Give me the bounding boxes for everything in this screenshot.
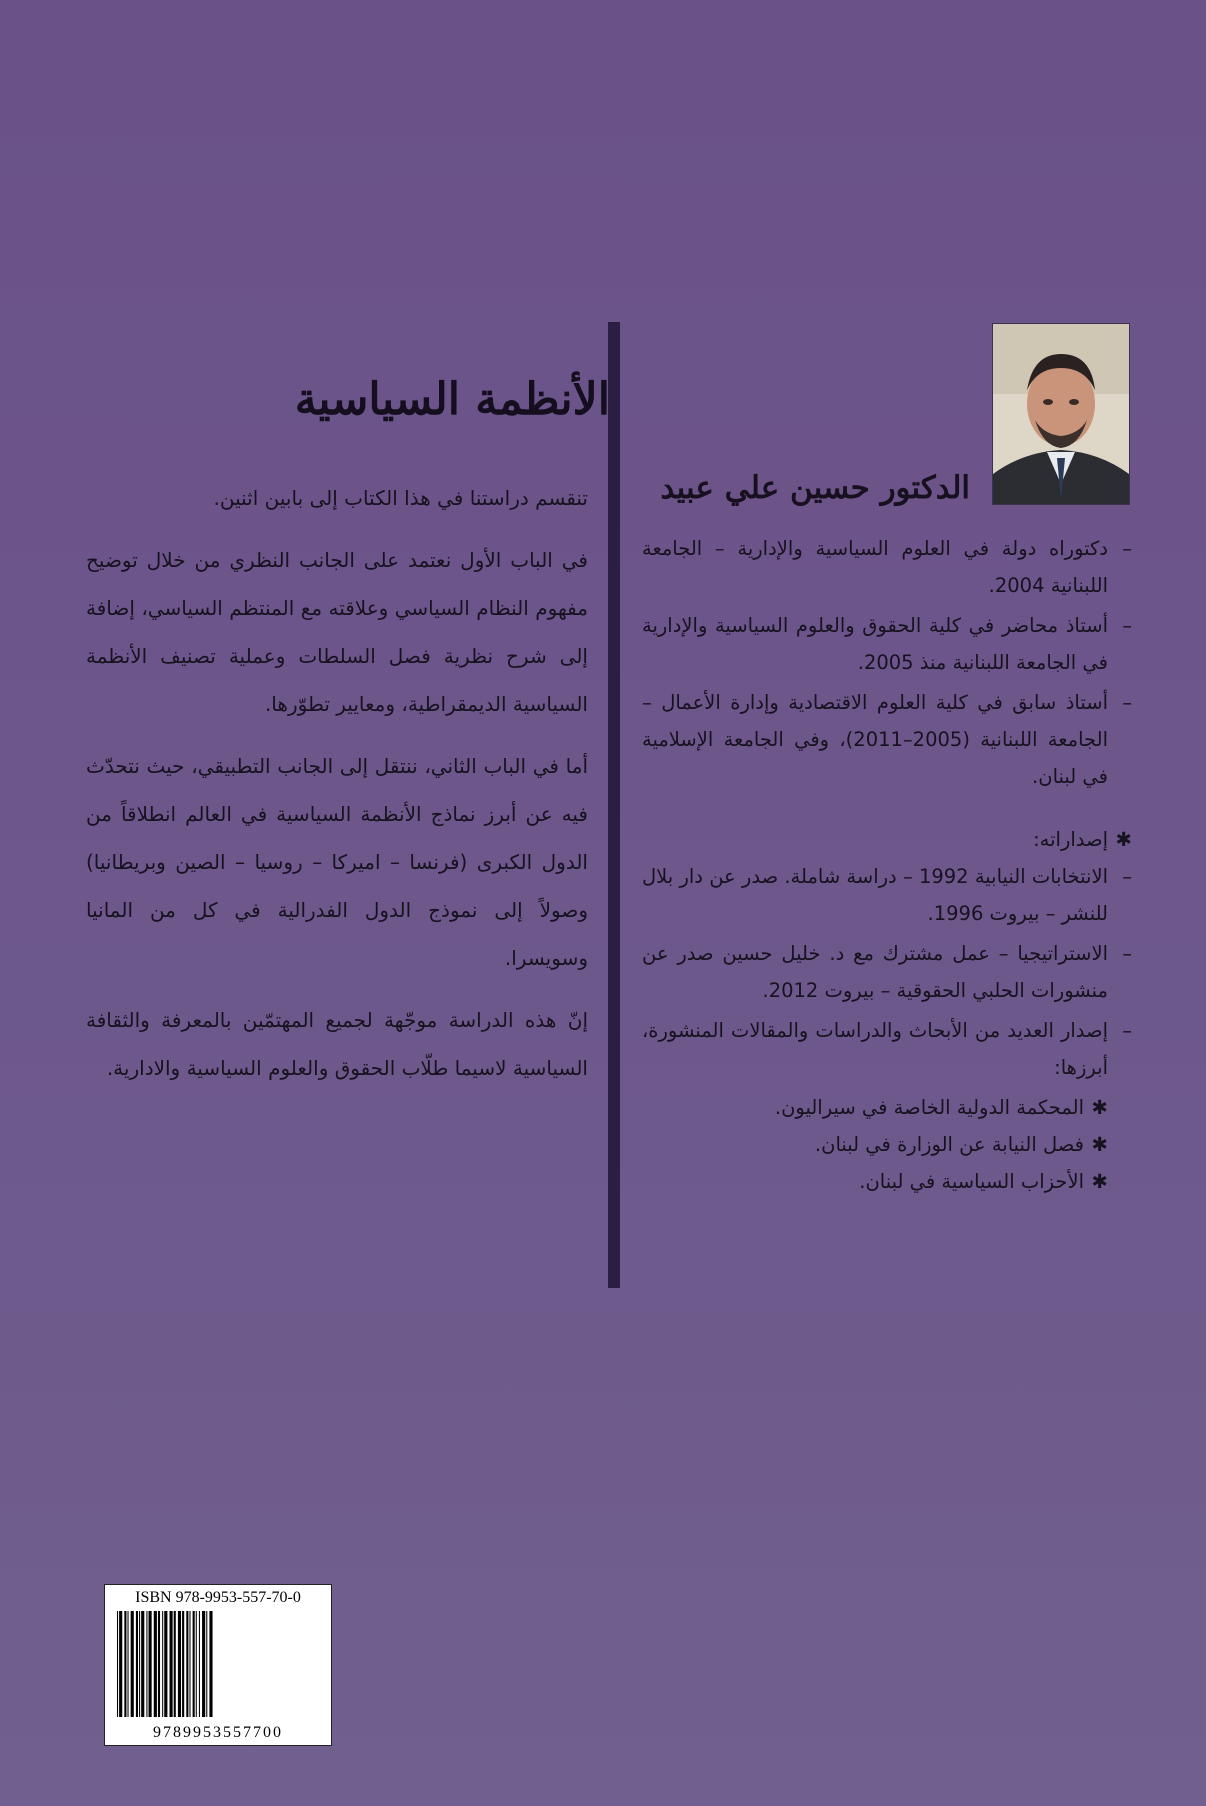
book-description (86, 474, 588, 1106)
star-icon: ✱ (1091, 1133, 1108, 1156)
author-bio (642, 530, 1132, 1200)
barcode-bar (182, 1611, 184, 1717)
publication-item (642, 1012, 1132, 1086)
highlight-item (642, 1126, 1108, 1163)
barcode-bar (128, 1611, 129, 1717)
barcode-bar (119, 1611, 122, 1717)
barcode-bar (164, 1611, 167, 1717)
highlight-text: فصل النيابة عن الوزارة في لبنان. (814, 1133, 1084, 1156)
barcode-bar (193, 1611, 195, 1717)
barcode-bar (117, 1611, 118, 1717)
publication-item (642, 858, 1132, 932)
book-title: الأنظمة السياسية (294, 374, 610, 425)
barcode-bar (178, 1611, 181, 1717)
isbn-barcode (104, 1584, 332, 1746)
bio-item (642, 684, 1132, 795)
dash-marker: – (1122, 614, 1132, 637)
barcode-bar (141, 1611, 144, 1717)
description-paragraph: تنقسم دراستنا في هذا الكتاب إلى بابين اثنين. (213, 486, 588, 510)
dash-marker: – (1122, 537, 1132, 560)
vertical-divider (608, 322, 620, 1288)
barcode-bar (139, 1611, 140, 1717)
author-portrait-image (993, 324, 1129, 504)
barcode-bar (149, 1611, 152, 1717)
bio-item-text: أستاذ محاضر في كلية الحقوق والعلوم السياسية والإدارية في الجامعة اللبنانية منذ 2005. (642, 614, 1108, 674)
publications-list (642, 858, 1132, 1086)
barcode-bar (199, 1611, 200, 1717)
isbn-label: ISBN 978-9953-557-70-0 (135, 1589, 301, 1606)
barcode-bar (196, 1611, 197, 1717)
barcode-bar (131, 1611, 134, 1717)
barcode-bar (189, 1611, 190, 1717)
bio-item (642, 607, 1132, 681)
barcode-bar (136, 1611, 138, 1717)
publication-text: إصدار العديد من الأبحاث والدراسات والمقالات المنشورة، أبرزها: (642, 1019, 1108, 1079)
dash-marker: – (1122, 691, 1132, 714)
barcode-bar (162, 1611, 163, 1717)
highlights-list (642, 1089, 1132, 1200)
barcode-bar (146, 1611, 147, 1717)
highlight-item (642, 1089, 1108, 1126)
isbn-digits: 9789953557700 (153, 1724, 283, 1741)
bio-item-text: أستاذ سابق في كلية العلوم الاقتصادية وإدارة الأعمال – الجامعة اللبنانية (2005–2011)، وفي الجامعة الإسلامية في لبنان. (642, 691, 1108, 788)
dash-marker: – (1122, 1019, 1132, 1042)
publications-heading (642, 821, 1132, 858)
star-icon: ✱ (1091, 1096, 1108, 1119)
bio-item-text: دكتوراه دولة في العلوم السياسية والإدارية – الجامعة اللبنانية 2004. (642, 537, 1108, 597)
barcode-bar (170, 1611, 173, 1717)
author-photo (992, 323, 1130, 505)
publication-item (642, 935, 1132, 1009)
barcode-bar (186, 1611, 188, 1717)
barcode-bar (206, 1611, 207, 1717)
highlight-item (642, 1163, 1108, 1200)
dash-marker: – (1122, 942, 1132, 965)
barcode-bar (158, 1611, 160, 1717)
description-paragraph: أما في الباب الثاني، ننتقل إلى الجانب التطبيقي، حيث نتحدّث فيه عن أبرز نماذج الأنظمة السياسية في العالم انطلاقاً من الدول الكبرى (فرنسا – اميركا – روسيا – الصين وبريطانيا) وصولاً إلى نموذج الدول الفدرالية في كل من المانيا وسويسرا. (86, 754, 588, 970)
barcode-bars (115, 1611, 321, 1717)
highlight-text: الأحزاب السياسية في لبنان. (859, 1170, 1084, 1193)
author-name: الدكتور حسين علي عبيد (660, 470, 970, 506)
highlight-text: المحكمة الدولية الخاصة في سيراليون. (774, 1096, 1084, 1119)
barcode-bar (154, 1611, 157, 1717)
publication-text: الاستراتيجيا – عمل مشترك مع د. خليل حسين صدر عن منشورات الحلبي الحقوقية – بيروت 2012. (642, 942, 1108, 1002)
bio-list (642, 530, 1132, 795)
barcode-bar (124, 1611, 126, 1717)
publications-heading-text: إصداراته: (1033, 828, 1108, 851)
dash-marker: – (1122, 865, 1132, 888)
description-paragraph: إنّ هذه الدراسة موجّهة لجميع المهتمّين بالمعرفة والثقافة السياسية لاسيما طلّاب الحقوق والعلوم السياسية والادارية. (86, 1008, 588, 1080)
star-icon: ✱ (1115, 828, 1132, 851)
bio-item (642, 530, 1132, 604)
barcode-bar (202, 1611, 205, 1717)
barcode-bar (209, 1611, 212, 1717)
description-paragraph: في الباب الأول نعتمد على الجانب النظري من خلال توضيح مفهوم النظام السياسي وعلاقته مع المنتظم السياسي، إضافة إلى شرح نظرية فصل السلطات وعملية تصنيف الأنظمة السياسية الديمقراطية، ومعايير تطوّرها. (86, 548, 588, 716)
star-icon: ✱ (1091, 1170, 1108, 1193)
publication-text: الانتخابات النيابية 1992 – دراسة شاملة. صدر عن دار بلال للنشر – بيروت 1996. (642, 865, 1108, 925)
barcode-bar (174, 1611, 176, 1717)
